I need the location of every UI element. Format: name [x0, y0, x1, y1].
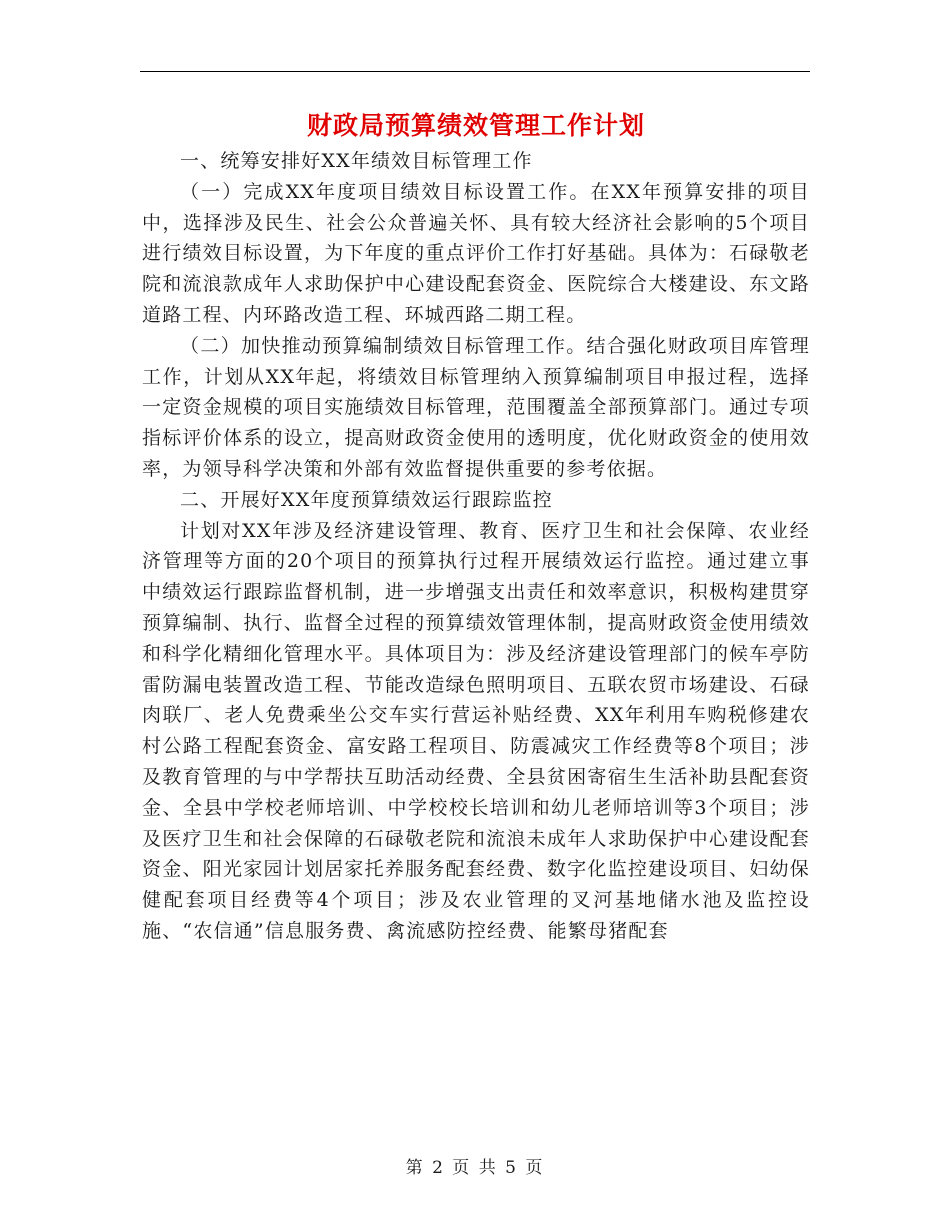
page-number: 第 2 页 共 5 页 [405, 1158, 545, 1178]
header-rule [140, 71, 810, 72]
paragraph-3: 计划对XX年涉及经济建设管理、教育、医疗卫生和社会保障、农业经济管理等方面的20个项目的预算执行过程开展绩效运行监控。通过建立事中绩效运行跟踪监督机制，进一步增强支出责任和效率意识，积极构建贯穿预算编制、执行、监督全过程的预算绩效管理体制，提高财政资金使用绩效和科学化精细化管理水平。具体项目为：涉及经济建设管理部门的候车亭防雷防漏电装置改造工程、节能改造绿色照明项目、五联农贸市场建设、石碌肉联厂、老人免费乘坐公交车实行营运补贴经费、XX年利用车购税修建农村公路工程配套资金、富安路工程项目、防震减灾工作经费等8个项目；涉及教育管理的与中学帮扶互助活动经费、全县贫困寄宿生生活补助县配套资金、全县中学校老师培训、中学校校长培训和幼儿老师培训等3个项目；涉及医疗卫生和社会保障的石碌敬老院和流浪未成年人求助保护中心建设配套资金、阳光家园计划居家托养服务配套经费、数字化监控建设项目、妇幼保健配套项目经费等4个项目；涉及农业管理的叉河基地储水池及监控设施、“农信通”信息服务费、禽流感防控经费、能繁母猪配套 [142, 519, 810, 942]
document-body [142, 108, 810, 947]
paragraph-2: （二）加快推动预算编制绩效目标管理工作。结合强化财政项目库管理工作，计划从XX年起，将绩效目标管理纳入预算编制项目申报过程，选择一定资金规模的项目实施绩效目标管理，范围覆盖全部预算部门。通过专项指标评价体系的设立，提高财政资金使用的透明度，优化财政资金的使用效率，为领导科学决策和外部有效监督提供重要的参考依据。 [142, 334, 810, 480]
paragraph-1: （一）完成XX年度项目绩效目标设置工作。在XX年预算安排的项目中，选择涉及民生、社会公众普遍关怀、具有较大经济社会影响的5个项目进行绩效目标设置，为下年度的重点评价工作打好基础。具体为：石碌敬老院和流浪款成年人求助保护中心建设配套资金、医院综合大楼建设、东文路道路工程、内环路改造工程、环城西路二期工程。 [142, 180, 810, 326]
document-title: 财政局预算绩效管理工作计划 [306, 111, 645, 140]
section-heading-2: 二、开展好XX年度预算绩效运行跟踪监控 [180, 488, 553, 511]
section-heading-1: 一、统筹安排好XX年绩效目标管理工作 [180, 150, 533, 172]
